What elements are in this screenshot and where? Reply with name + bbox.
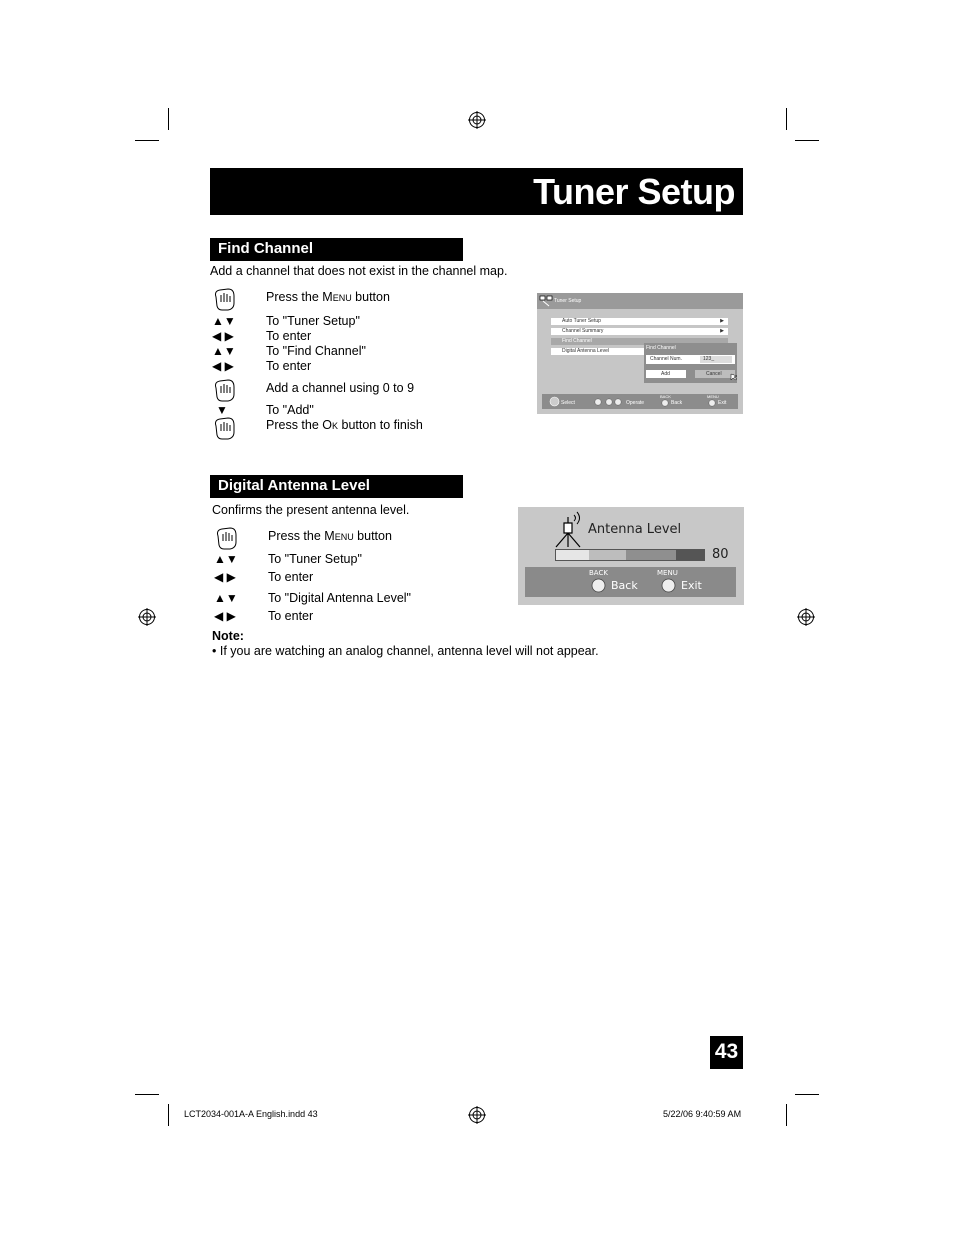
antenna-level-bar (555, 549, 705, 561)
find-channel-heading-bar (210, 238, 463, 261)
tuner-setup-screen (537, 293, 743, 414)
digital-antenna-intro: Confirms the present antenna level. (212, 503, 410, 517)
crop-mark (168, 108, 169, 130)
footer-timestamp: 5/22/06 9:40:59 AM (663, 1109, 742, 1119)
digital-antenna-heading: Digital Antenna Level (218, 477, 370, 494)
crop-mark (786, 1104, 787, 1126)
popup-title: Find Channel (646, 345, 676, 351)
step-text: Press the Ok button to finish (266, 418, 423, 432)
footer-exit: Exit (718, 400, 727, 406)
menu-item-find-channel: Find Channel (551, 338, 728, 345)
note-label: Note: (212, 629, 244, 643)
footer-file: LCT2034-001A-A English.indd 43 (184, 1109, 318, 1119)
page-title-bar (210, 168, 743, 215)
footer-select: Select (561, 400, 575, 406)
left-right-arrows-icon: ◀ ▶ (212, 329, 234, 343)
find-channel-heading: Find Channel (218, 240, 313, 257)
registration-mark-icon (797, 608, 815, 626)
menu-item-channel-summary: Channel Summary ▶ (551, 328, 728, 335)
number-buttons-icon (594, 398, 624, 406)
registration-mark-icon (138, 608, 156, 626)
step-text: Press the Menu button (268, 529, 392, 543)
back-button-icon (661, 399, 669, 407)
registration-mark-icon (468, 111, 486, 129)
exit-label: Exit (681, 579, 702, 592)
antenna-level-value: 80 (712, 547, 729, 562)
up-down-arrows-icon: ▲▼ (212, 344, 236, 358)
up-down-arrows-icon: ▲▼ (214, 552, 238, 566)
find-channel-intro: Add a channel that does not exist in the channel map. (210, 264, 508, 278)
screen-footer (542, 394, 738, 409)
crop-mark (786, 108, 787, 130)
back-button-icon (591, 578, 606, 593)
menu-key-label: MENU (657, 569, 678, 577)
step-text: To enter (266, 359, 312, 373)
menu-item-auto-tuner-setup: Auto Tuner Setup ▶ (551, 318, 728, 325)
step-text: To enter (268, 570, 314, 584)
crop-mark (795, 1094, 819, 1095)
antenna-level-screen (518, 507, 744, 605)
navigation-pad-icon (549, 396, 560, 407)
screen-title: Tuner Setup (554, 298, 582, 304)
crop-mark (795, 140, 819, 141)
channel-num-field: Channel Num. 123_ (646, 355, 735, 364)
step-text: To enter (266, 329, 312, 343)
hand-press-icon (212, 378, 236, 404)
step-text: Add a channel using 0 to 9 (266, 381, 415, 395)
note-text: • If you are watching an analog channel, antenna level will not appear. (212, 644, 599, 658)
hand-press-icon (214, 526, 238, 552)
back-key-label: BACK (589, 569, 608, 577)
antenna-level-title: Antenna Level (588, 522, 682, 537)
left-right-arrows-icon: ◀ ▶ (212, 359, 234, 373)
footer-back-key: BACK (660, 394, 671, 399)
footer-back: Back (671, 400, 683, 406)
cursor-icon (730, 373, 738, 381)
up-down-arrows-icon: ▲▼ (214, 591, 238, 605)
step-text: To "Tuner Setup" (266, 314, 360, 328)
digital-antenna-heading-bar (210, 475, 463, 498)
add-button: Add (646, 370, 686, 378)
footer-operate: Operate (626, 400, 645, 406)
page-number: 43 (714, 1040, 739, 1063)
antenna-icon (552, 509, 584, 549)
page-number-box (710, 1036, 743, 1069)
tuner-menu-icon (539, 295, 553, 307)
footer-menu-key: MENU (707, 394, 719, 399)
menu-item-digital-antenna-level: Digital Antenna Level (551, 348, 646, 355)
step-text: To "Find Channel" (266, 344, 366, 358)
hand-press-icon (212, 287, 236, 313)
left-right-arrows-icon: ◀ ▶ (214, 609, 236, 623)
crop-mark (135, 140, 159, 141)
down-arrow-icon: ▼ (216, 403, 228, 417)
crop-mark (135, 1094, 159, 1095)
step-text: To "Add" (266, 403, 314, 417)
page-title: Tuner Setup (533, 171, 735, 212)
antenna-screen-footer (525, 567, 736, 597)
back-label: Back (611, 579, 638, 592)
up-down-arrows-icon: ▲▼ (212, 314, 236, 328)
step-text: To enter (268, 609, 314, 623)
step-text: To "Tuner Setup" (268, 552, 362, 566)
hand-press-icon (212, 416, 236, 442)
cancel-button: Cancel (695, 370, 735, 378)
find-channel-popup (644, 343, 737, 383)
step-text: Press the Menu button (266, 290, 390, 304)
step-text: To "Digital Antenna Level" (268, 591, 411, 605)
registration-mark-icon (468, 1106, 486, 1124)
menu-button-icon (708, 399, 716, 407)
crop-mark (168, 1104, 169, 1126)
menu-button-icon (661, 578, 676, 593)
left-right-arrows-icon: ◀ ▶ (214, 570, 236, 584)
